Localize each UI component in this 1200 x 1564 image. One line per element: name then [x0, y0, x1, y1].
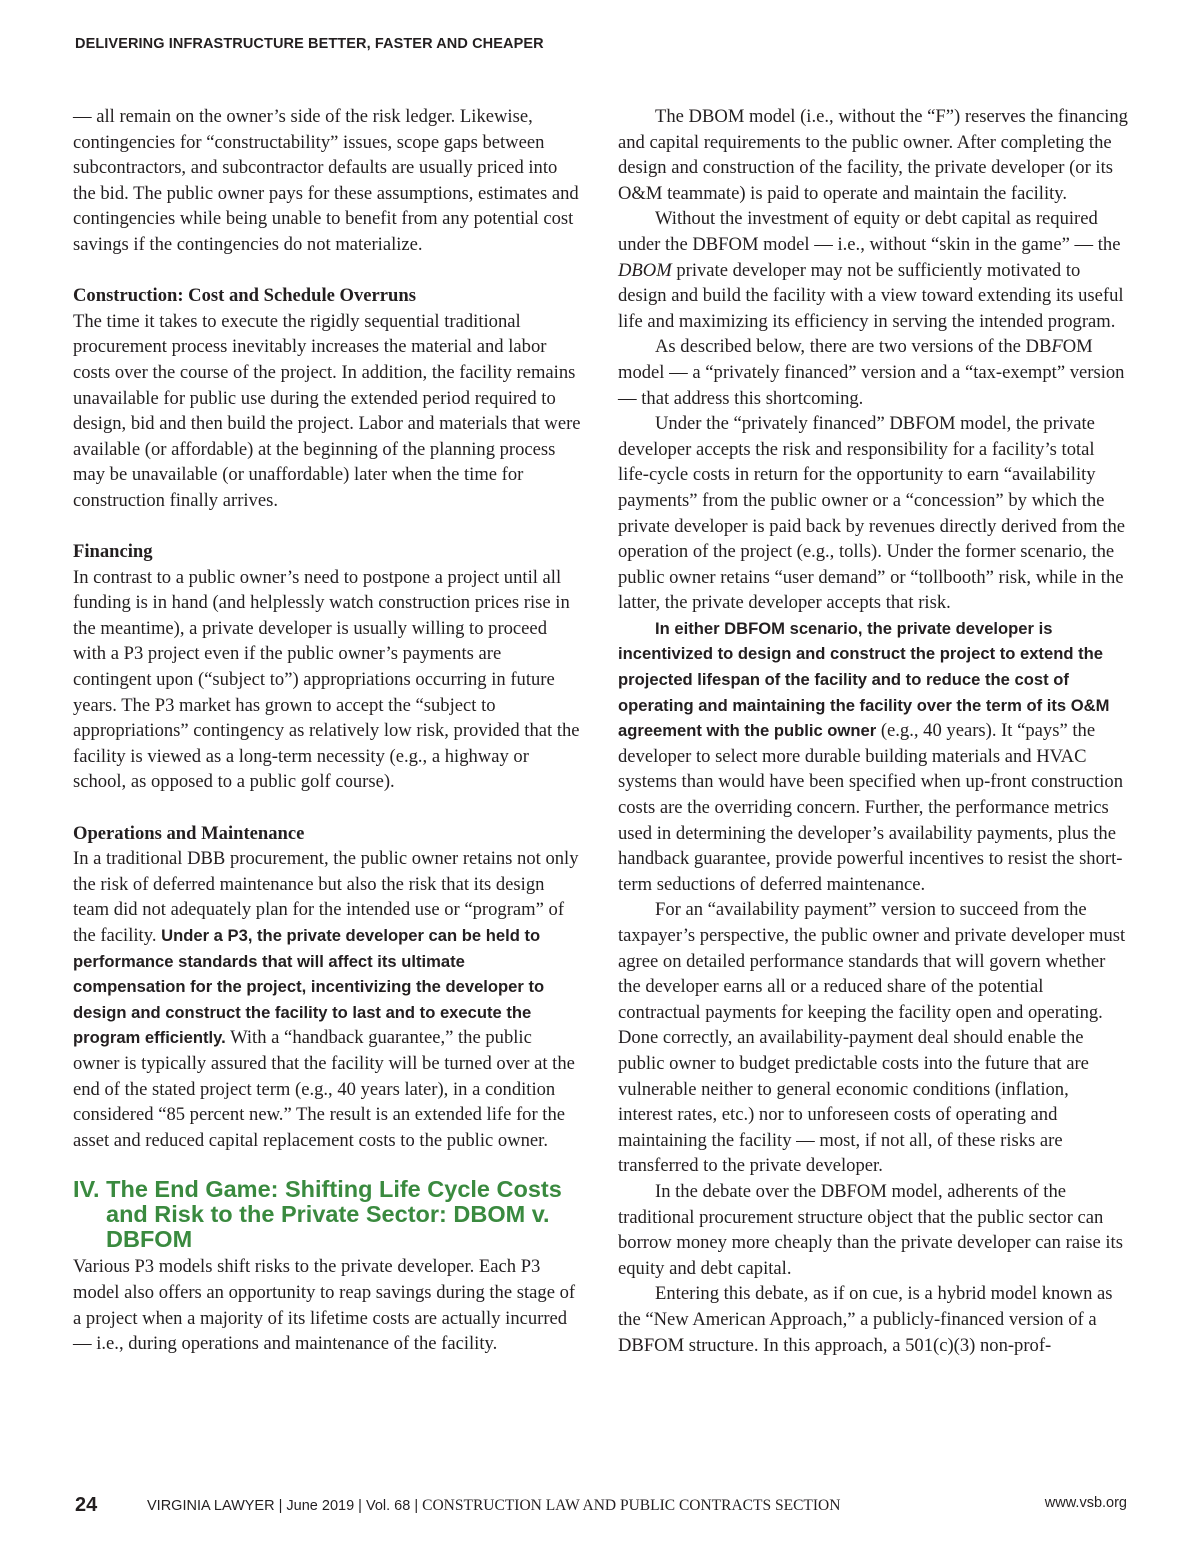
text-run: Without the investment of equity or debt capital as required under the DBFOM model — i.e., without “skin in the game” — the	[618, 208, 1121, 255]
publication-name: VIRGINIA LAWYER	[147, 1498, 275, 1514]
highlighted-text: Under a P3, the private developer can be held to performance standards that will affect its ultimate compensation for the project, incentivizing the developer to design and construct the facility to last and to execute the program efficiently.	[73, 926, 545, 1048]
running-head: DELIVERING INFRASTRUCTURE BETTER, FASTER AND CHEAPER	[75, 36, 544, 52]
paragraph: In the debate over the DBFOM model, adherents of the traditional procurement structure object that the public sector can borrow money more cheaply than the private developer can raise its equity and debt capital.	[618, 1180, 1123, 1279]
paragraph	[73, 846, 581, 1153]
text-run: (e.g., 40 years). It “pays” the developer to select more durable building materials and HVAC systems than would have been specified when up-front construction costs are the overriding concern. Further, the performance metrics used in determining the developer’s availability payments, plus the handback guarantee, provide powerful incentives to resist the short-term seductions of deferred maintenance.	[618, 720, 1124, 895]
text-run: As described below, there are two versions of the DB	[655, 336, 1052, 358]
paragraph: The time it takes to execute the rigidly sequential traditional procurement process inevitably increases the material and labor costs over the course of the project. In addition, the facility remains unavailable for public use during the extended period required to design, bid and then build the project. Labor and materials that were available (or affordable) at the beginning of the planning process may be unavailable (or unaffordable) later when the time for construction finally arrives.	[73, 310, 581, 511]
paragraph: Various P3 models shift risks to the private developer. Each P3 model also offers an opportunity to reap savings during the stage of a project when a majority of its lifetime costs are actually incurred — i.e., during operations and maintenance of the facility.	[73, 1256, 576, 1355]
text-run: With a “handback guarantee,” the public owner is typically assured that the facility will be turned over at the end of the stated project term (e.g., 40 years later), in a condition considered “85 percent new.” The result is an extended life for the asset and reduced capital replacement costs to the public owner.	[73, 1027, 575, 1151]
left-column	[73, 104, 581, 1357]
paragraph: Entering this debate, as if on cue, is a hybrid model known as the “New American Approach,” a publicly-financed version of a DBFOM structure. In this approach, a 501(c)(3) non-prof-	[618, 1283, 1113, 1356]
issue-date: June 2019	[286, 1498, 355, 1514]
italic-text: DBOM	[618, 259, 672, 281]
text-run: In a traditional DBB procurement, the public owner retains not only the risk of deferred maintenance but also the risk that its design team did not adequately plan for the intended use or “program” of the facility.	[73, 848, 579, 946]
italic-text: F	[1051, 336, 1063, 358]
section-name: CONSTRUCTION LAW AND PUBLIC CONTRACTS SECTION	[422, 1497, 841, 1514]
website-link[interactable]: www.vsb.org	[1044, 1495, 1127, 1511]
page-number: 24	[75, 1494, 98, 1516]
paragraph	[618, 616, 1128, 898]
section-heading: IV. The End Game: Shifting Life Cycle Costs and Risk to the Private Sector: DBOM v. DBFOM	[73, 1176, 562, 1253]
subheading: Construction: Cost and Schedule Overruns	[73, 285, 416, 307]
highlighted-text: In either DBFOM scenario, the private developer is incentivized to design and construct the project to extend the projected lifespan of the facility and to reduce the cost of operating and maintaining the facility over the term of its O&M agreement with the public owner	[618, 618, 1110, 741]
paragraph: Under the “privately financed” DBFOM model, the private developer accepts the risk and responsibility for a facility’s total life-cycle costs in return for the opportunity to earn “availability payments” from the public owner or a “concession” by which the private developer is paid back by revenues directly derived from the operation of the project (e.g., tolls). Under the former scenario, the public owner retains “user demand” or “tollbooth” risk, while in the latter, the private developer accepts that risk.	[618, 413, 1125, 614]
paragraph: For an “availability payment” version to succeed from the taxpayer’s perspective, the public owner and private developer must agree on detailed performance standards that will govern whether the developer earns all or a reduced share of the potential contractual payments for keeping the facility open and operating. Done correctly, an availability-payment deal should enable the public owner to budget predictable costs into the future that are vulnerable neither to general economic conditions (inflation, interest rates, etc.) nor to unforeseen costs of operating and maintaining the facility — most, if not all, of these risks are transferred to the private developer.	[618, 899, 1126, 1177]
right-column	[618, 104, 1128, 1358]
paragraph	[618, 206, 1128, 334]
volume: Vol. 68	[365, 1498, 411, 1514]
subheading: Financing	[73, 541, 153, 563]
paragraph: In contrast to a public owner’s need to postpone a project until all funding is in hand (and helplessly watch construction prices rise in the meantime), a private developer is usually willing to proceed with a P3 project even if the public owner’s payments are contingent upon (“subject to”) appropriations occurring in future years. The P3 market has grown to accept the “subject to appropriations” contingency as relatively low risk, provided that the facility is viewed as a long-term necessity (e.g., a highway or school, as opposed to a public golf course).	[73, 566, 580, 793]
publication-info: VIRGINIA LAWYER | June 2019 | Vol. 68 | CONSTRUCTION LAW AND PUBLIC CONTRACTS SECTION	[147, 1497, 841, 1514]
page-footer	[75, 1494, 1127, 1518]
paragraph: The DBOM model (i.e., without the “F”) reserves the financing and capital requirements to the public owner. After completing the design and construction of the facility, the private developer (or its O&M teammate) is paid to operate and maintain the facility.	[618, 106, 1128, 204]
paragraph: — all remain on the owner’s side of the risk ledger. Likewise, contingencies for “constructability” issues, scope gaps between subcontractors, and subcontractor defaults are usually priced into the bid. The public owner pays for these assumptions, estimates and contingencies while being unable to benefit from any potential cost savings if the contingencies do not materialize.	[73, 106, 579, 255]
text-run: private developer may not be sufficiently motivated to design and build the facility with a view toward extending its useful life and maximizing its efficiency in serving the intended program.	[618, 259, 1124, 332]
subheading: Operations and Maintenance	[73, 822, 305, 844]
paragraph	[618, 334, 1128, 411]
text-run: OM model — a “privately financed” version and a “tax-exempt” version — that address this shortcoming.	[618, 336, 1125, 409]
